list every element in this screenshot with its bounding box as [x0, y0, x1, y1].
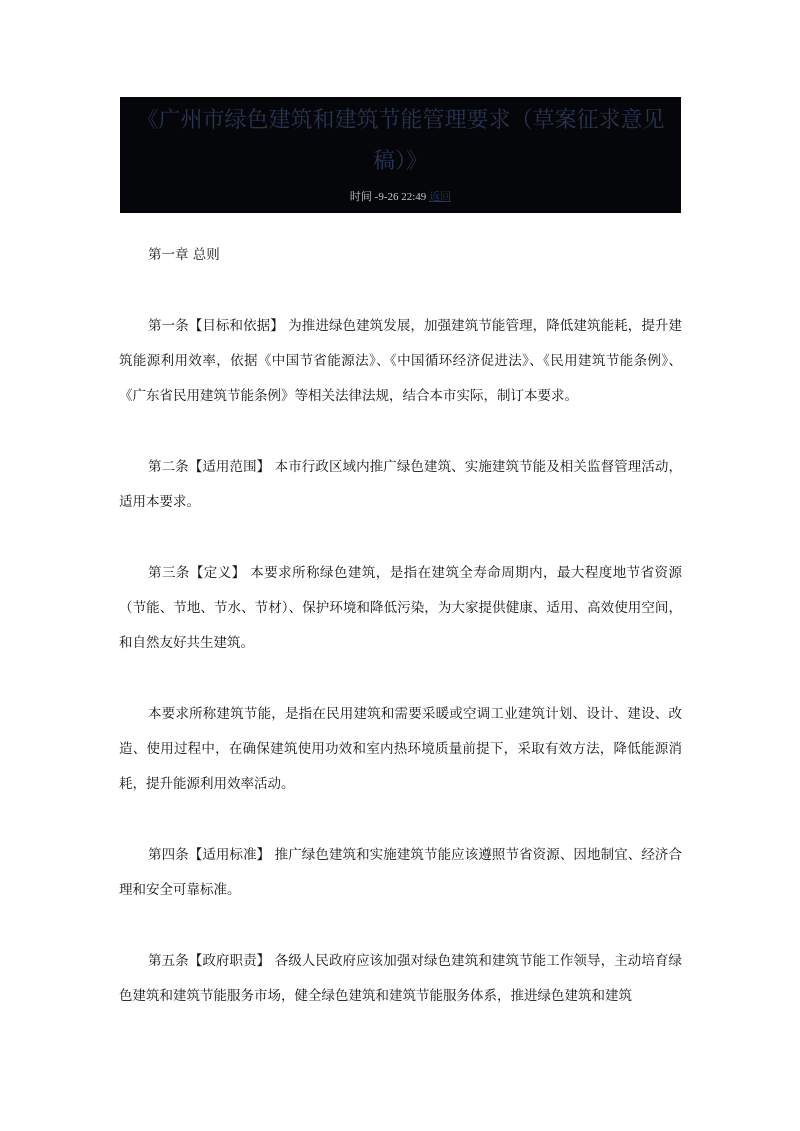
publish-time: 时间 -9-26 22:49 — [349, 191, 427, 203]
article-4: 第四条【适用标准】 推广绿色建筑和实施建筑节能应该遵照节省资源、因地制宜、经济合理和安全可靠标准。 — [119, 847, 682, 898]
document-title: 《广州市绿色建筑和建筑节能管理要求（草案征求意见稿）》 — [136, 108, 665, 174]
chapter-heading: 第一章 总则 — [148, 247, 220, 263]
title-banner — [120, 97, 681, 213]
article-3-continued: 本要求所称建筑节能，是指在民用建筑和需要采暖或空调工业建筑计划、设计、建设、改造、使用过程中，在确保建筑使用功效和室内热环境质量前提下，采取有效方法，降低能源消耗，提升能源利用效率活动。 — [119, 706, 682, 792]
article-3: 第三条【定义】 本要求所称绿色建筑，是指在建筑全寿命周期内，最大程度地节省资源（节能、节地、节水、节材）、保护环境和降低污染，为大家提供健康、适用、高效使用空间，和自然友好共生建筑。 — [119, 565, 682, 651]
article-2: 第二条【适用范围】 本市行政区域内推广绿色建筑、实施建筑节能及相关监督管理活动，适用本要求。 — [119, 459, 682, 510]
article-1: 第一条【目标和依据】 为推进绿色建筑发展，加强建筑节能管理，降低建筑能耗，提升建筑能源利用效率，依据《中国节省能源法》、《中国循环经济促进法》、《民用建筑节能条例》、《广东省民用建筑节能条例》等相关法律法规，结合本市实际，制订本要求。 — [119, 318, 682, 404]
document-body — [119, 238, 682, 1050]
back-link[interactable]: 返回 — [429, 191, 452, 203]
article-5: 第五条【政府职责】 各级人民政府应该加强对绿色建筑和建筑节能工作领导，主动培育绿色建筑和建筑节能服务市场，健全绿色建筑和建筑节能服务体系，推进绿色建筑和建筑 — [119, 953, 682, 1004]
meta-line — [120, 188, 681, 204]
